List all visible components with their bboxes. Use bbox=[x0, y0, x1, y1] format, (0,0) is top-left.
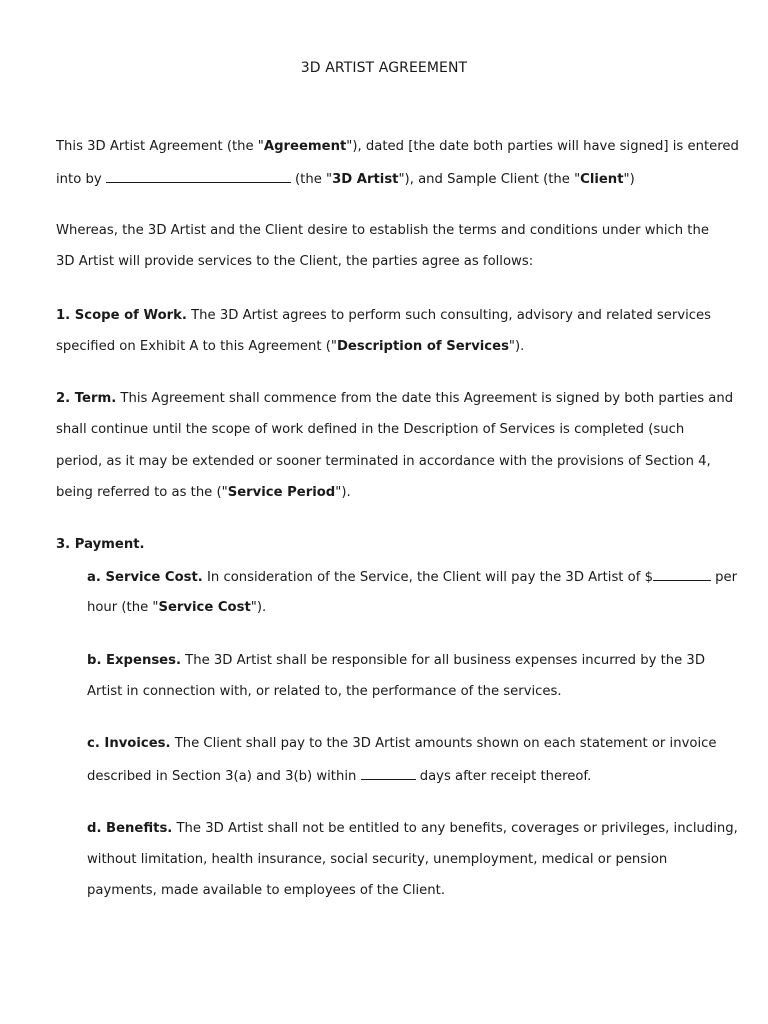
term-line-1: 2. Term. This Agreement shall commence from the date this Agreement is signed by both parties and bbox=[56, 391, 734, 406]
benefits-heading: d. Benefits. bbox=[87, 821, 173, 836]
term-line-4: being referred to as the ("Service Period"). bbox=[56, 485, 351, 500]
service-period-term: Service Period bbox=[227, 485, 336, 500]
expenses-line-2: Artist in connection with, or related to, the performance of the services. bbox=[87, 684, 562, 699]
expenses-heading: b. Expenses. bbox=[87, 653, 181, 668]
agreement-term: Agreement bbox=[263, 139, 347, 154]
benefits-line-1: d. Benefits. The 3D Artist shall not be entitled to any benefits, coverages or privileges, including, bbox=[87, 821, 738, 836]
benefits-line-2: without limitation, health insurance, social security, unemployment, medical or pension bbox=[87, 852, 668, 867]
whereas-line-2: 3D Artist will provide services to the Client, the parties agree as follows: bbox=[56, 254, 534, 269]
description-of-services-term: Description of Services bbox=[336, 339, 509, 354]
artist-name-blank bbox=[106, 170, 291, 183]
expenses-line-1: b. Expenses. The 3D Artist shall be responsible for all business expenses incurred by the 3D bbox=[87, 653, 705, 668]
service-cost-line-1: a. Service Cost. In consideration of the Service, the Client will pay the 3D Artist of $ per bbox=[87, 570, 738, 585]
service-cost-term: Service Cost bbox=[158, 600, 251, 615]
scope-line-1: 1. Scope of Work. The 3D Artist agrees to perform such consulting, advisory and related services bbox=[56, 308, 712, 323]
artist-term: 3D Artist bbox=[332, 172, 399, 187]
scope-line-2: specified on Exhibit A to this Agreement ("Description of Services"). bbox=[56, 339, 525, 354]
scope-heading: 1. Scope of Work. bbox=[56, 308, 187, 323]
days-blank bbox=[361, 767, 416, 780]
service-cost-heading: a. Service Cost. bbox=[87, 570, 203, 585]
term-line-2: shall continue until the scope of work defined in the Description of Services is completed (such bbox=[56, 422, 685, 437]
service-cost-line-2: hour (the "Service Cost"). bbox=[87, 600, 267, 615]
term-heading: 2. Term. bbox=[56, 391, 117, 406]
intro-line-1: This 3D Artist Agreement (the "Agreement"), dated [the date both parties will have signed] is entered bbox=[56, 139, 739, 154]
payment-heading: 3. Payment. bbox=[56, 537, 145, 552]
client-term: Client bbox=[580, 172, 624, 187]
hourly-rate-blank bbox=[653, 568, 711, 581]
whereas-line-1: Whereas, the 3D Artist and the Client desire to establish the terms and conditions under which the bbox=[56, 223, 709, 238]
invoices-line-1: c. Invoices. The Client shall pay to the 3D Artist amounts shown on each statement or invoice bbox=[87, 736, 717, 751]
term-line-3: period, as it may be extended or sooner terminated in accordance with the provisions of Section 4, bbox=[56, 454, 711, 469]
document-title: 3D ARTIST AGREEMENT bbox=[300, 60, 468, 76]
invoices-heading: c. Invoices. bbox=[87, 736, 171, 751]
intro-line-2: into by (the "3D Artist"), and Sample Client (the "Client") bbox=[56, 172, 635, 187]
invoices-line-2: described in Section 3(a) and 3(b) within days after receipt thereof. bbox=[87, 769, 592, 784]
benefits-line-3: payments, made available to employees of the Client. bbox=[87, 883, 446, 898]
